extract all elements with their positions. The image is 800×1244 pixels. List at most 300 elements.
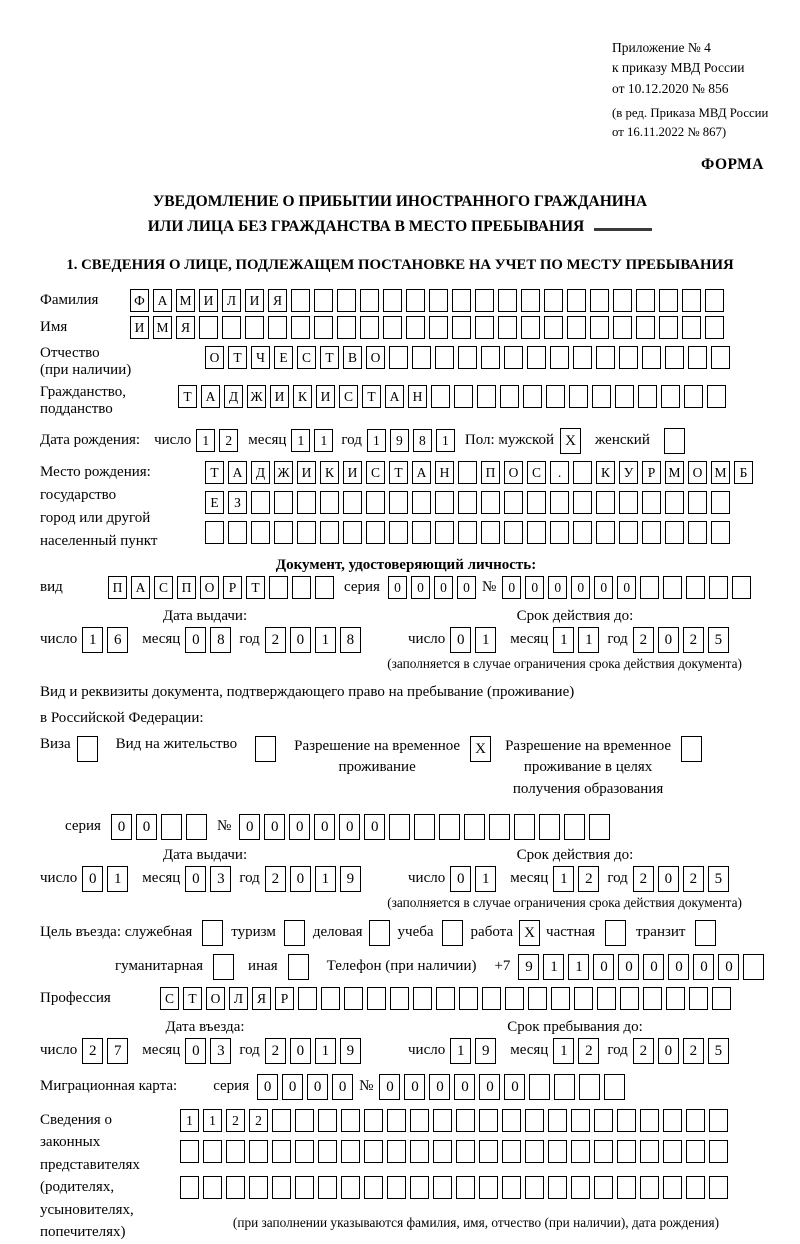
char-cell[interactable] <box>320 491 339 514</box>
char-cell[interactable] <box>573 346 592 369</box>
char-cell[interactable]: 0 <box>454 1074 475 1100</box>
char-cell[interactable]: 1 <box>475 627 496 653</box>
char-cell[interactable]: 9 <box>475 1038 496 1064</box>
char-cell[interactable]: Я <box>176 316 195 339</box>
char-cell[interactable] <box>550 491 569 514</box>
char-cell[interactable] <box>479 1109 498 1132</box>
char-cell[interactable]: 0 <box>658 1038 679 1064</box>
char-cell[interactable] <box>594 1140 613 1163</box>
char-cell[interactable] <box>297 491 316 514</box>
char-cell[interactable]: 1 <box>553 866 574 892</box>
char-cell[interactable] <box>681 736 702 762</box>
char-cell[interactable]: 0 <box>668 954 689 980</box>
char-cell[interactable]: К <box>320 461 339 484</box>
char-cell[interactable] <box>521 316 540 339</box>
char-cell[interactable]: 0 <box>339 814 360 840</box>
char-cell[interactable]: 0 <box>502 576 521 599</box>
char-cell[interactable] <box>360 289 379 312</box>
char-cell[interactable] <box>505 987 524 1010</box>
char-cell[interactable] <box>573 521 592 544</box>
char-cell[interactable] <box>367 987 386 1010</box>
char-cell[interactable]: 0 <box>594 576 613 599</box>
char-cell[interactable] <box>366 521 385 544</box>
char-cell[interactable]: Н <box>408 385 427 408</box>
char-cell[interactable] <box>249 1176 268 1199</box>
char-cell[interactable]: Т <box>389 461 408 484</box>
char-cell[interactable]: 8 <box>413 429 432 452</box>
char-cell[interactable] <box>573 461 592 484</box>
char-cell[interactable] <box>314 289 333 312</box>
char-cell[interactable]: 9 <box>390 429 409 452</box>
char-cell[interactable] <box>686 1176 705 1199</box>
char-cell[interactable] <box>249 1140 268 1163</box>
char-cell[interactable] <box>574 987 593 1010</box>
char-cell[interactable] <box>435 521 454 544</box>
char-cell[interactable] <box>413 987 432 1010</box>
char-cell[interactable]: 1 <box>315 627 336 653</box>
char-cell[interactable] <box>387 1109 406 1132</box>
char-cell[interactable]: 9 <box>518 954 539 980</box>
char-cell[interactable]: М <box>153 316 172 339</box>
char-cell[interactable]: С <box>297 346 316 369</box>
char-cell[interactable] <box>665 491 684 514</box>
char-cell[interactable] <box>688 521 707 544</box>
char-cell[interactable]: 0 <box>290 866 311 892</box>
char-cell[interactable]: В <box>343 346 362 369</box>
char-cell[interactable]: О <box>366 346 385 369</box>
char-cell[interactable] <box>161 814 182 840</box>
char-cell[interactable]: 0 <box>314 814 335 840</box>
char-cell[interactable]: 0 <box>548 576 567 599</box>
char-cell[interactable]: 2 <box>683 866 704 892</box>
char-cell[interactable]: О <box>200 576 219 599</box>
char-cell[interactable] <box>709 576 728 599</box>
char-cell[interactable] <box>251 521 270 544</box>
char-cell[interactable] <box>686 576 705 599</box>
char-cell[interactable] <box>222 316 241 339</box>
char-cell[interactable]: 0 <box>643 954 664 980</box>
char-cell[interactable]: Е <box>205 491 224 514</box>
char-cell[interactable] <box>498 316 517 339</box>
char-cell[interactable]: X <box>560 428 581 454</box>
char-cell[interactable] <box>475 316 494 339</box>
char-cell[interactable] <box>590 289 609 312</box>
char-cell[interactable]: 1 <box>315 866 336 892</box>
char-cell[interactable] <box>544 316 563 339</box>
char-cell[interactable]: Ж <box>274 461 293 484</box>
char-cell[interactable] <box>383 316 402 339</box>
char-cell[interactable] <box>502 1140 521 1163</box>
char-cell[interactable] <box>663 576 682 599</box>
char-cell[interactable]: А <box>201 385 220 408</box>
char-cell[interactable] <box>666 987 685 1010</box>
char-cell[interactable]: 0 <box>332 1074 353 1100</box>
char-cell[interactable] <box>272 1140 291 1163</box>
char-cell[interactable] <box>364 1176 383 1199</box>
char-cell[interactable]: Т <box>178 385 197 408</box>
char-cell[interactable] <box>594 1109 613 1132</box>
char-cell[interactable]: 1 <box>315 1038 336 1064</box>
char-cell[interactable]: О <box>206 987 225 1010</box>
char-cell[interactable] <box>314 316 333 339</box>
char-cell[interactable]: 1 <box>367 429 386 452</box>
char-cell[interactable] <box>202 920 223 946</box>
char-cell[interactable] <box>642 346 661 369</box>
char-cell[interactable] <box>406 316 425 339</box>
char-cell[interactable] <box>412 491 431 514</box>
char-cell[interactable] <box>274 491 293 514</box>
char-cell[interactable]: И <box>130 316 149 339</box>
char-cell[interactable]: 7 <box>107 1038 128 1064</box>
char-cell[interactable] <box>567 289 586 312</box>
char-cell[interactable] <box>436 987 455 1010</box>
char-cell[interactable] <box>481 521 500 544</box>
char-cell[interactable] <box>550 346 569 369</box>
char-cell[interactable] <box>383 289 402 312</box>
char-cell[interactable]: 2 <box>226 1109 245 1132</box>
char-cell[interactable]: Н <box>435 461 454 484</box>
char-cell[interactable] <box>251 491 270 514</box>
char-cell[interactable]: И <box>316 385 335 408</box>
char-cell[interactable] <box>525 1109 544 1132</box>
char-cell[interactable] <box>318 1140 337 1163</box>
char-cell[interactable] <box>442 920 463 946</box>
char-cell[interactable]: 0 <box>450 627 471 653</box>
char-cell[interactable]: И <box>343 461 362 484</box>
char-cell[interactable]: 8 <box>210 627 231 653</box>
char-cell[interactable] <box>640 1109 659 1132</box>
char-cell[interactable] <box>288 954 309 980</box>
char-cell[interactable] <box>297 521 316 544</box>
char-cell[interactable]: Я <box>268 289 287 312</box>
char-cell[interactable] <box>643 987 662 1010</box>
char-cell[interactable] <box>341 1176 360 1199</box>
char-cell[interactable] <box>295 1140 314 1163</box>
char-cell[interactable] <box>429 316 448 339</box>
char-cell[interactable] <box>743 954 764 980</box>
char-cell[interactable] <box>456 1140 475 1163</box>
char-cell[interactable] <box>410 1109 429 1132</box>
char-cell[interactable] <box>364 1140 383 1163</box>
char-cell[interactable]: 0 <box>257 1074 278 1100</box>
char-cell[interactable]: 2 <box>683 1038 704 1064</box>
char-cell[interactable] <box>514 814 535 840</box>
char-cell[interactable] <box>459 987 478 1010</box>
char-cell[interactable] <box>360 316 379 339</box>
char-cell[interactable] <box>665 521 684 544</box>
char-cell[interactable] <box>504 346 523 369</box>
char-cell[interactable] <box>590 316 609 339</box>
char-cell[interactable] <box>180 1140 199 1163</box>
char-cell[interactable] <box>592 385 611 408</box>
char-cell[interactable] <box>659 289 678 312</box>
char-cell[interactable] <box>525 1176 544 1199</box>
char-cell[interactable]: 0 <box>693 954 714 980</box>
char-cell[interactable]: 0 <box>593 954 614 980</box>
char-cell[interactable] <box>458 521 477 544</box>
char-cell[interactable] <box>521 289 540 312</box>
char-cell[interactable]: 0 <box>411 576 430 599</box>
char-cell[interactable] <box>709 1140 728 1163</box>
char-cell[interactable]: 3 <box>210 866 231 892</box>
char-cell[interactable]: С <box>339 385 358 408</box>
char-cell[interactable]: Т <box>320 346 339 369</box>
char-cell[interactable]: 0 <box>185 1038 206 1064</box>
char-cell[interactable] <box>617 1176 636 1199</box>
char-cell[interactable] <box>546 385 565 408</box>
char-cell[interactable]: 2 <box>265 627 286 653</box>
char-cell[interactable]: А <box>228 461 247 484</box>
char-cell[interactable]: Р <box>642 461 661 484</box>
char-cell[interactable]: И <box>297 461 316 484</box>
char-cell[interactable] <box>642 521 661 544</box>
char-cell[interactable]: 0 <box>82 866 103 892</box>
char-cell[interactable] <box>564 814 585 840</box>
char-cell[interactable]: 0 <box>525 576 544 599</box>
char-cell[interactable] <box>318 1176 337 1199</box>
char-cell[interactable] <box>571 1140 590 1163</box>
char-cell[interactable] <box>709 1176 728 1199</box>
char-cell[interactable] <box>291 316 310 339</box>
char-cell[interactable] <box>412 521 431 544</box>
char-cell[interactable] <box>567 316 586 339</box>
char-cell[interactable]: 2 <box>249 1109 268 1132</box>
char-cell[interactable] <box>433 1140 452 1163</box>
char-cell[interactable] <box>502 1109 521 1132</box>
char-cell[interactable] <box>298 987 317 1010</box>
char-cell[interactable]: 1 <box>553 627 574 653</box>
char-cell[interactable]: 2 <box>683 627 704 653</box>
char-cell[interactable] <box>548 1140 567 1163</box>
char-cell[interactable] <box>341 1140 360 1163</box>
char-cell[interactable] <box>186 814 207 840</box>
char-cell[interactable] <box>663 1140 682 1163</box>
char-cell[interactable] <box>665 346 684 369</box>
char-cell[interactable] <box>489 814 510 840</box>
char-cell[interactable] <box>707 385 726 408</box>
char-cell[interactable] <box>640 576 659 599</box>
char-cell[interactable]: 5 <box>708 866 729 892</box>
char-cell[interactable]: 0 <box>239 814 260 840</box>
char-cell[interactable] <box>579 1074 600 1100</box>
char-cell[interactable] <box>619 346 638 369</box>
char-cell[interactable]: Т <box>205 461 224 484</box>
char-cell[interactable] <box>525 1140 544 1163</box>
char-cell[interactable] <box>77 736 98 762</box>
char-cell[interactable]: П <box>481 461 500 484</box>
char-cell[interactable]: 0 <box>571 576 590 599</box>
char-cell[interactable]: 1 <box>203 1109 222 1132</box>
char-cell[interactable] <box>636 316 655 339</box>
char-cell[interactable] <box>682 316 701 339</box>
char-cell[interactable] <box>604 1074 625 1100</box>
char-cell[interactable] <box>390 987 409 1010</box>
char-cell[interactable] <box>439 814 460 840</box>
char-cell[interactable]: 1 <box>314 429 333 452</box>
char-cell[interactable] <box>594 1176 613 1199</box>
char-cell[interactable]: Ж <box>247 385 266 408</box>
char-cell[interactable] <box>320 521 339 544</box>
char-cell[interactable]: 9 <box>340 1038 361 1064</box>
char-cell[interactable]: X <box>519 920 540 946</box>
char-cell[interactable] <box>452 289 471 312</box>
char-cell[interactable]: . <box>550 461 569 484</box>
char-cell[interactable] <box>596 491 615 514</box>
char-cell[interactable]: Л <box>229 987 248 1010</box>
char-cell[interactable] <box>689 987 708 1010</box>
char-cell[interactable] <box>226 1176 245 1199</box>
char-cell[interactable] <box>272 1176 291 1199</box>
char-cell[interactable]: Р <box>275 987 294 1010</box>
char-cell[interactable] <box>642 491 661 514</box>
char-cell[interactable] <box>711 521 730 544</box>
char-cell[interactable] <box>636 289 655 312</box>
char-cell[interactable]: 0 <box>111 814 132 840</box>
char-cell[interactable]: Е <box>274 346 293 369</box>
char-cell[interactable] <box>619 491 638 514</box>
char-cell[interactable] <box>429 289 448 312</box>
char-cell[interactable] <box>203 1140 222 1163</box>
char-cell[interactable]: 2 <box>633 627 654 653</box>
char-cell[interactable] <box>617 1109 636 1132</box>
char-cell[interactable]: Д <box>251 461 270 484</box>
char-cell[interactable]: П <box>177 576 196 599</box>
char-cell[interactable] <box>589 814 610 840</box>
char-cell[interactable] <box>433 1176 452 1199</box>
char-cell[interactable] <box>659 316 678 339</box>
char-cell[interactable] <box>369 920 390 946</box>
char-cell[interactable] <box>458 346 477 369</box>
char-cell[interactable]: 0 <box>264 814 285 840</box>
char-cell[interactable] <box>414 814 435 840</box>
char-cell[interactable]: 0 <box>434 576 453 599</box>
char-cell[interactable] <box>640 1140 659 1163</box>
char-cell[interactable]: 2 <box>578 1038 599 1064</box>
char-cell[interactable]: 1 <box>436 429 455 452</box>
char-cell[interactable] <box>573 491 592 514</box>
char-cell[interactable]: А <box>412 461 431 484</box>
char-cell[interactable]: 1 <box>291 429 310 452</box>
char-cell[interactable]: 0 <box>450 866 471 892</box>
char-cell[interactable] <box>605 920 626 946</box>
char-cell[interactable] <box>364 1109 383 1132</box>
char-cell[interactable]: И <box>270 385 289 408</box>
char-cell[interactable]: П <box>108 576 127 599</box>
char-cell[interactable] <box>272 1109 291 1132</box>
char-cell[interactable] <box>387 1140 406 1163</box>
char-cell[interactable]: X <box>470 736 491 762</box>
char-cell[interactable]: 0 <box>364 814 385 840</box>
char-cell[interactable] <box>597 987 616 1010</box>
char-cell[interactable] <box>619 521 638 544</box>
char-cell[interactable] <box>663 1176 682 1199</box>
char-cell[interactable] <box>709 1109 728 1132</box>
char-cell[interactable]: А <box>385 385 404 408</box>
char-cell[interactable] <box>615 385 634 408</box>
char-cell[interactable] <box>343 491 362 514</box>
char-cell[interactable]: Д <box>224 385 243 408</box>
char-cell[interactable] <box>544 289 563 312</box>
char-cell[interactable]: Т <box>246 576 265 599</box>
char-cell[interactable]: 0 <box>289 814 310 840</box>
char-cell[interactable] <box>295 1109 314 1132</box>
char-cell[interactable] <box>337 316 356 339</box>
char-cell[interactable] <box>226 1140 245 1163</box>
char-cell[interactable] <box>410 1140 429 1163</box>
char-cell[interactable] <box>410 1176 429 1199</box>
char-cell[interactable] <box>477 385 496 408</box>
char-cell[interactable]: 3 <box>210 1038 231 1064</box>
char-cell[interactable] <box>571 1176 590 1199</box>
char-cell[interactable] <box>203 1176 222 1199</box>
char-cell[interactable]: 0 <box>718 954 739 980</box>
char-cell[interactable]: 8 <box>340 627 361 653</box>
char-cell[interactable] <box>464 814 485 840</box>
char-cell[interactable]: 1 <box>196 429 215 452</box>
char-cell[interactable]: 1 <box>450 1038 471 1064</box>
char-cell[interactable]: 1 <box>475 866 496 892</box>
char-cell[interactable]: Т <box>228 346 247 369</box>
char-cell[interactable] <box>686 1109 705 1132</box>
char-cell[interactable]: 0 <box>136 814 157 840</box>
char-cell[interactable] <box>684 385 703 408</box>
char-cell[interactable] <box>479 1140 498 1163</box>
char-cell[interactable]: 0 <box>185 866 206 892</box>
char-cell[interactable]: Ф <box>130 289 149 312</box>
char-cell[interactable]: О <box>504 461 523 484</box>
char-cell[interactable]: С <box>154 576 173 599</box>
char-cell[interactable] <box>620 987 639 1010</box>
char-cell[interactable]: С <box>366 461 385 484</box>
char-cell[interactable] <box>551 987 570 1010</box>
char-cell[interactable] <box>344 987 363 1010</box>
char-cell[interactable]: 6 <box>107 627 128 653</box>
char-cell[interactable] <box>504 491 523 514</box>
char-cell[interactable] <box>527 521 546 544</box>
char-cell[interactable] <box>664 428 685 454</box>
char-cell[interactable]: С <box>527 461 546 484</box>
char-cell[interactable]: М <box>176 289 195 312</box>
char-cell[interactable]: О <box>688 461 707 484</box>
char-cell[interactable] <box>640 1176 659 1199</box>
char-cell[interactable] <box>255 736 276 762</box>
char-cell[interactable]: О <box>205 346 224 369</box>
char-cell[interactable]: Т <box>362 385 381 408</box>
char-cell[interactable] <box>528 987 547 1010</box>
char-cell[interactable]: И <box>245 289 264 312</box>
char-cell[interactable]: 2 <box>265 866 286 892</box>
char-cell[interactable] <box>688 491 707 514</box>
char-cell[interactable] <box>527 491 546 514</box>
char-cell[interactable] <box>688 346 707 369</box>
char-cell[interactable] <box>454 385 473 408</box>
char-cell[interactable] <box>292 576 311 599</box>
char-cell[interactable]: Б <box>734 461 753 484</box>
char-cell[interactable]: 2 <box>82 1038 103 1064</box>
char-cell[interactable] <box>529 1074 550 1100</box>
char-cell[interactable] <box>705 316 724 339</box>
char-cell[interactable]: 2 <box>578 866 599 892</box>
char-cell[interactable] <box>711 346 730 369</box>
char-cell[interactable] <box>412 346 431 369</box>
char-cell[interactable]: 0 <box>618 954 639 980</box>
char-cell[interactable] <box>732 576 751 599</box>
char-cell[interactable] <box>228 521 247 544</box>
char-cell[interactable] <box>387 1176 406 1199</box>
char-cell[interactable] <box>341 1109 360 1132</box>
char-cell[interactable] <box>613 316 632 339</box>
char-cell[interactable] <box>315 576 334 599</box>
